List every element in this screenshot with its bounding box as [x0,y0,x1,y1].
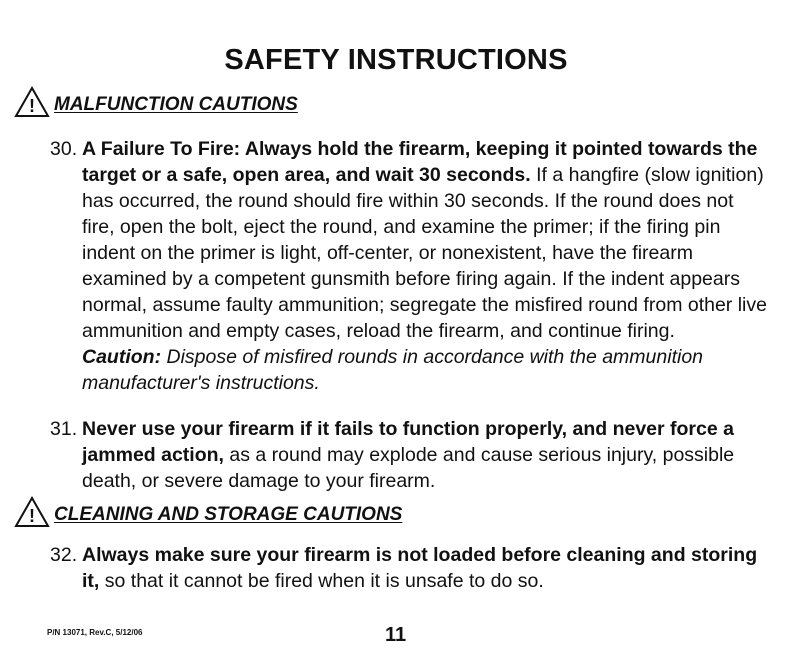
item-number: 32. [50,544,78,566]
item-caution [82,344,770,396]
section-heading-label: MALFUNCTION CAUTIONS [54,94,298,115]
caution-label: Caution: [82,346,162,368]
item-body: so that it cannot be fired when it is unsafe to do so. [99,570,544,592]
item-bold-lead: A Failure To Fire: Always hold the firearm, keeping it pointed towards the target or a safe, open area, and wait 30 seconds. [82,138,758,186]
item-body: If a hangfire (slow ignition) has occurred, the round should fire within 30 seconds. If the round does not fire, open the bolt, eject the round, and examine the primer; if the firing pin indent on the primer is light, off-center, or nonexistent, have the firearm examined by a competent gunsmith before firing again. If the indent appears normal, assume faulty ammunition; segregate the misfired round from other live ammunition and empty cases, reload the firearm, and continue firing. [82,164,767,342]
section-heading-malfunction [14,86,298,118]
item-body: as a round may explode and cause serious injury, possible death, or severe damage to your firearm. [82,444,735,492]
item-text [82,542,770,594]
svg-text:!: ! [29,506,35,526]
warning-triangle-icon [14,496,50,528]
item-text [82,416,770,494]
list-item-30 [50,136,770,396]
item-text [82,136,770,344]
section-heading-label: CLEANING AND STORAGE CAUTIONS [54,504,403,525]
section-heading-cleaning [14,496,402,528]
item-number: 31. [50,418,78,440]
svg-text:!: ! [29,96,35,116]
item-bold-lead: Always make sure your firearm is not loaded before cleaning and storing it, [82,544,758,592]
caution-text: Dispose of misfired rounds in accordance with the ammunition manufacturer's instructions. [82,346,704,394]
item-bold-lead: Never use your firearm if it fails to function properly, and never force a jammed action, [82,418,734,466]
part-number: P/N 13071, Rev.C, 5/12/06 [47,628,143,637]
list-item-31 [50,416,770,494]
page-title: SAFETY INSTRUCTIONS [224,44,568,76]
warning-triangle-icon [14,86,50,118]
item-number: 30. [50,138,78,160]
list-item-32 [50,542,770,594]
page-number: 11 [385,624,407,646]
